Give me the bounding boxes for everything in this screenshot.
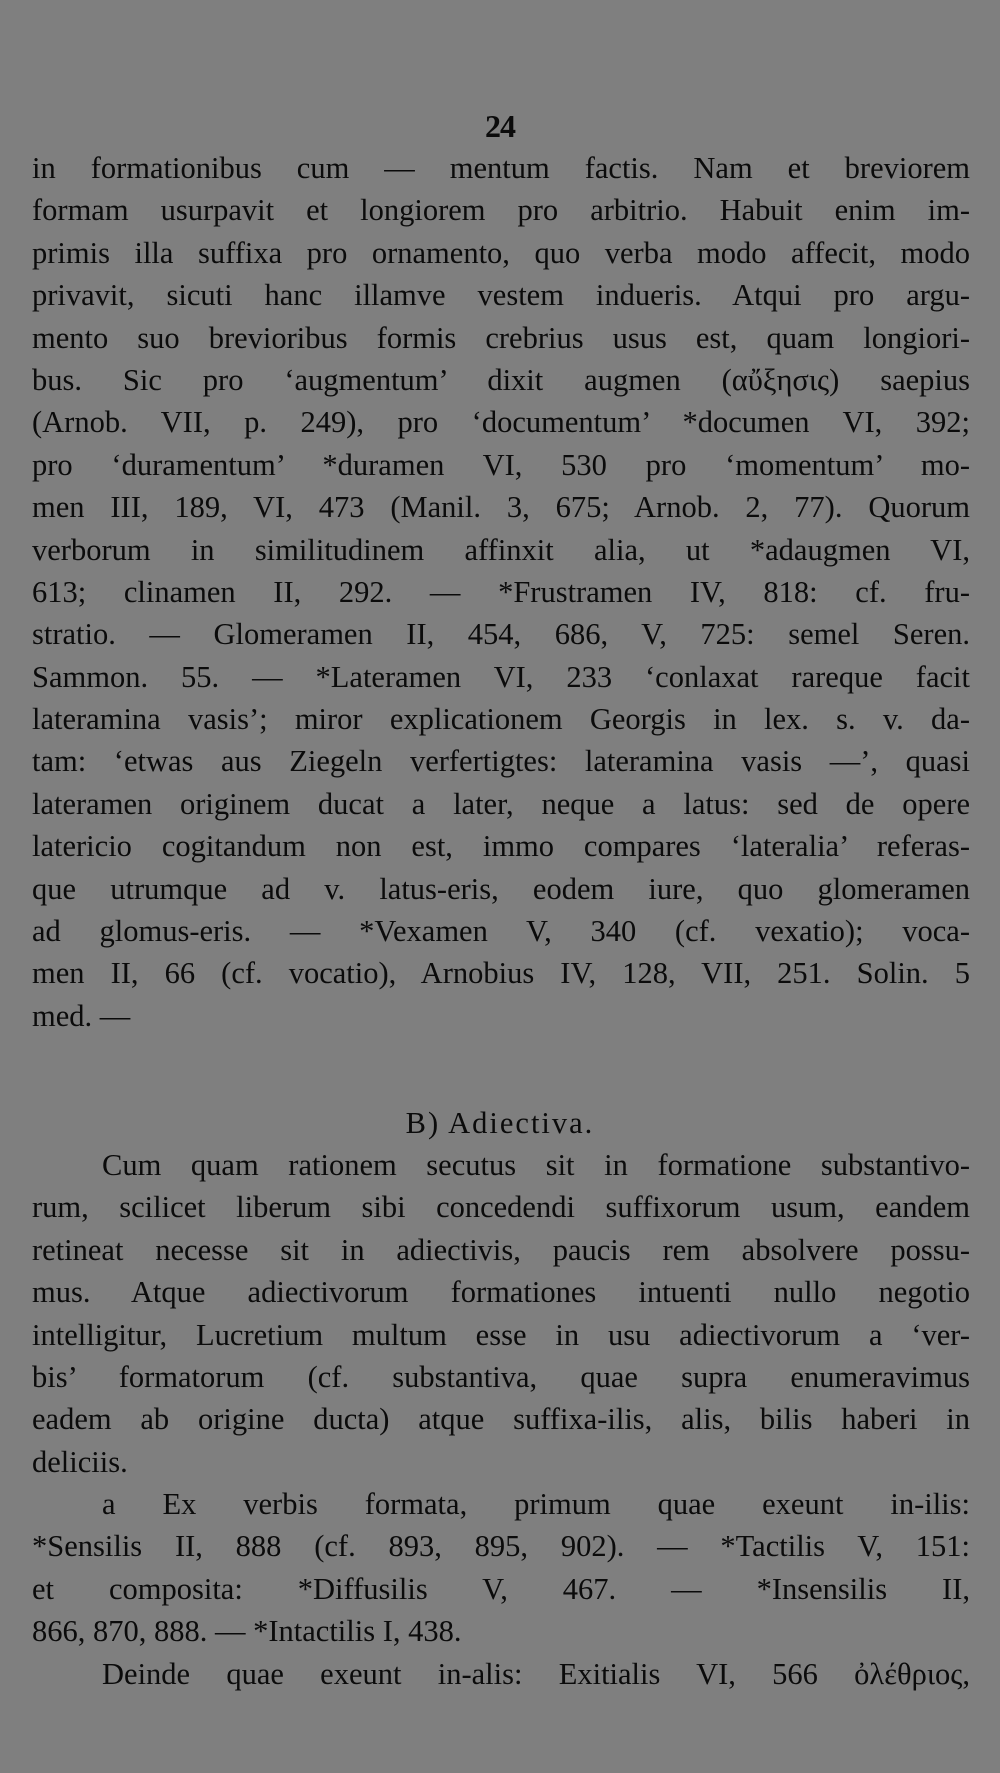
text-line: primis illa suffixa pro ornamento, quo verba modo affecit, modo (32, 235, 970, 270)
text-line: retineat necesse sit in adiectivis, paucis rem absolvere possu- (32, 1232, 970, 1267)
text-line: formam usurpavit et longiorem pro arbitrio. Habuit enim im- (32, 193, 970, 228)
text-line: pro ‘duramentum’ *duramen VI, 530 pro ‘momentum’ mo- (32, 447, 970, 482)
text-line: lateramina vasis’; miror explicationem Georgis in lex. s. v. da- (32, 702, 970, 737)
text-line: (Arnob. VII, p. 249), pro ‘documentum’ *documen VI, 392; (32, 405, 970, 440)
text-line: latericio cogitandum non est, immo compares ‘lateralia’ referas- (32, 829, 970, 864)
paragraph-substantives (32, 147, 970, 1037)
text-line: eadem ab origine ducta) atque suffixa-ilis, alis, bilis haberi in (32, 1402, 970, 1437)
text-line: stratio. — Glomeramen II, 454, 686, V, 725: semel Seren. (32, 617, 970, 652)
text-line: *Sensilis II, 888 (cf. 893, 895, 902). — *Tactilis V, 151: (32, 1529, 970, 1564)
paragraph-adjectives-intro (32, 1144, 970, 1483)
paragraph-ilis (32, 1483, 970, 1653)
text-line: bus. Sic pro ‘augmentum’ dixit augmen (αὔξησις) saepius (32, 362, 970, 397)
paragraph-alis (32, 1653, 970, 1695)
text-line: mento suo brevioribus formis crebrius usus est, quam longiori- (32, 320, 970, 355)
page-number: 24 (485, 108, 515, 144)
text-line: bis’ formatorum (cf. substantiva, quae supra enumeravimus (32, 1359, 970, 1394)
text-line: et composita: *Diffusilis V, 467. — *Insensilis II, (32, 1571, 970, 1606)
text-line: intelligitur, Lucretium multum esse in usu adiectivorum a ‘ver- (32, 1317, 970, 1352)
text-line: mus. Atque adiectivorum formationes intuenti nullo negotio (32, 1275, 970, 1310)
text-line: Sammon. 55. — *Lateramen VI, 233 ‘conlaxat rareque facit (32, 659, 970, 694)
text-line: privavit, sicuti hanc illamve vestem indueris. Atqui pro argu- (32, 278, 970, 313)
text-line: in formationibus cum — mentum factis. Nam et breviorem (32, 151, 970, 185)
text-line: men III, 189, VI, 473 (Manil. 3, 675; Arnob. 2, 77). Quorum (32, 490, 970, 525)
text-line: med. — (32, 998, 131, 1033)
text-line: 613; clinamen II, 292. — *Frustramen IV, 818: cf. fru- (32, 574, 970, 609)
text-line: men II, 66 (cf. vocatio), Arnobius IV, 128, VII, 251. Solin. 5 (32, 956, 970, 991)
text-line: verborum in similitudinem affinxit alia, ut *adaugmen VI, (32, 532, 970, 567)
text-line: Deinde quae exeunt in-alis: Exitialis VI, 566 ὀλέθριος, (102, 1657, 970, 1691)
text-line: tam: ‘etwas aus Ziegeln verfertigtes: lateramina vasis —’, quasi (32, 744, 970, 779)
text-line: rum, scilicet liberum sibi concedendi suffixorum usum, eandem (32, 1190, 970, 1225)
text-line: a Ex verbis formata, primum quae exeunt in-ilis: (102, 1487, 970, 1521)
text-line: 866, 870, 888. — *Intactilis I, 438. (32, 1614, 462, 1649)
text-line: Cum quam rationem secutus sit in formatione substantivo- (102, 1148, 970, 1182)
text-line: deliciis. (32, 1444, 128, 1479)
text-line: lateramen originem ducat a later, neque a latus: sed de opere (32, 786, 970, 821)
text-line: ad glomus-eris. — *Vexamen V, 340 (cf. vexatio); voca- (32, 914, 970, 949)
text-line: que utrumque ad v. latus-eris, eodem iure, quo glomeramen (32, 871, 970, 906)
section-heading: B) Adiectiva. (405, 1106, 595, 1140)
